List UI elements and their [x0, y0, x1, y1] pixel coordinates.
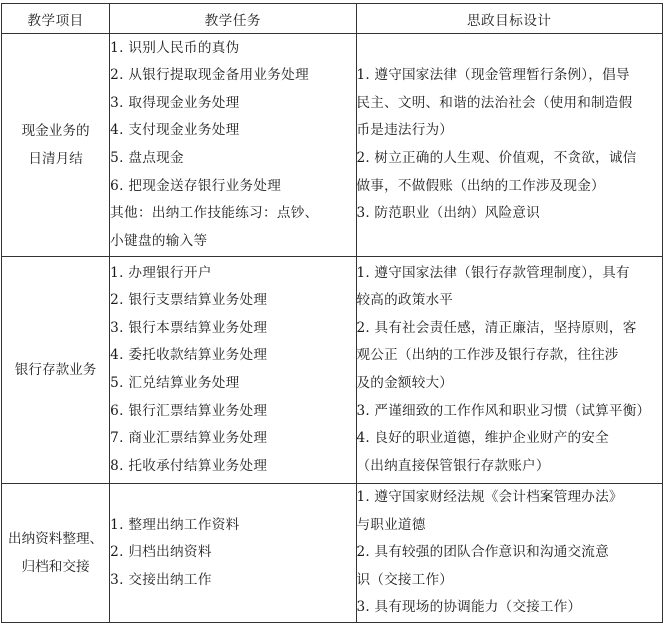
goals-cell — [356, 257, 662, 484]
goal-line: 做事，不做假账（出纳的工作涉及现金） — [356, 177, 605, 194]
table-row — [2, 34, 663, 257]
task-item: 2. 从银行提取现金备用业务处理 — [110, 67, 309, 84]
project-name-line: 归档和交接 — [21, 559, 90, 575]
goal-line: 3. 严谨细致的工作作风和职业习惯（试算平衡） — [356, 402, 651, 419]
goal-line: 2. 树立正确的人生观、价值观，不贪欲，诚信 — [356, 150, 637, 166]
goal-line: 识（交接工作） — [356, 571, 454, 588]
project-cell — [2, 257, 110, 484]
goal-line: 4. 良好的职业道德，维护企业财产的安全 — [356, 430, 609, 447]
goal-line: 3. 防范职业（出纳）风险意识 — [356, 205, 540, 222]
task-item: 5. 汇兑结算业务处理 — [110, 375, 240, 391]
task-item: 6. 把现金送存银行业务处理 — [110, 177, 282, 194]
task-item: 1. 办理银行开户 — [110, 264, 212, 281]
goal-line: 2. 具有社会责任感，清正廉洁，坚持原则，客 — [356, 319, 637, 336]
goal-line: 民主、文明、和谐的法治社会（使用和制造假 — [356, 94, 633, 111]
task-item: 7. 商业汇票结算业务处理 — [110, 430, 268, 447]
table-header-row — [2, 4, 663, 34]
tasks-cell — [110, 257, 356, 484]
task-item: 2. 银行支票结算业务处理 — [110, 292, 268, 309]
project-cell — [2, 34, 110, 257]
goal-line: 较高的政策水平 — [356, 292, 454, 309]
goal-line: （出纳直接保管银行存款账户） — [356, 457, 550, 474]
goal-line: 及的金额较大） — [356, 375, 454, 391]
goal-line: 1. 遵守国家法律（现金管理暂行条例），倡导 — [356, 67, 630, 84]
table-row — [2, 484, 663, 623]
table-row — [2, 257, 663, 484]
goal-line: 与职业道德 — [356, 516, 426, 533]
task-item: 4. 支付现金业务处理 — [110, 122, 240, 139]
task-item: 1. 识别人民币的真伪 — [110, 39, 240, 56]
project-name-line: 出纳资料整理、 — [8, 531, 104, 547]
task-item: 5. 盘点现金 — [110, 150, 184, 166]
task-item: 小键盘的输入等 — [110, 232, 208, 249]
curriculum-table — [1, 3, 663, 623]
goal-line: 观公正（出纳的工作涉及银行存款，往往涉 — [356, 347, 619, 364]
task-item: 2. 归档出纳资料 — [110, 544, 212, 561]
goals-cell — [356, 34, 662, 257]
goal-line: 1. 遵守国家法律（银行存款管理制度），具有 — [356, 264, 630, 281]
task-item: 其他：出纳工作技能练习：点钞、 — [110, 205, 319, 222]
task-item: 4. 委托收款结算业务处理 — [110, 347, 268, 364]
task-item: 6. 银行汇票结算业务处理 — [110, 402, 268, 419]
tasks-cell — [110, 484, 356, 623]
project-name-line: 银行存款业务 — [14, 362, 97, 378]
goal-line: 币是违法行为） — [356, 122, 454, 139]
header-teaching-project: 教学项目 — [2, 4, 110, 34]
header-teaching-tasks: 教学任务 — [110, 4, 356, 34]
task-item: 1. 整理出纳工作资料 — [110, 516, 240, 533]
goal-line: 2. 具有较强的团队合作意识和沟通交流意 — [356, 544, 609, 561]
goal-line: 1. 遵守国家财经法规《会计档案管理办法》 — [356, 489, 623, 506]
project-name-line: 现金业务的 — [21, 123, 90, 139]
header-ideological-goals: 思政目标设计 — [356, 4, 662, 34]
task-item: 3. 交接出纳工作 — [110, 571, 212, 588]
task-item: 3. 取得现金业务处理 — [110, 94, 240, 111]
task-item: 8. 托收承付结算业务处理 — [110, 457, 268, 474]
project-name-line: 日清月结 — [28, 151, 83, 167]
tasks-cell — [110, 34, 356, 257]
goals-cell — [356, 484, 662, 623]
project-cell — [2, 484, 110, 623]
task-item: 3. 银行本票结算业务处理 — [110, 319, 268, 336]
goal-line: 3. 具有现场的协调能力（交接工作） — [356, 599, 582, 616]
